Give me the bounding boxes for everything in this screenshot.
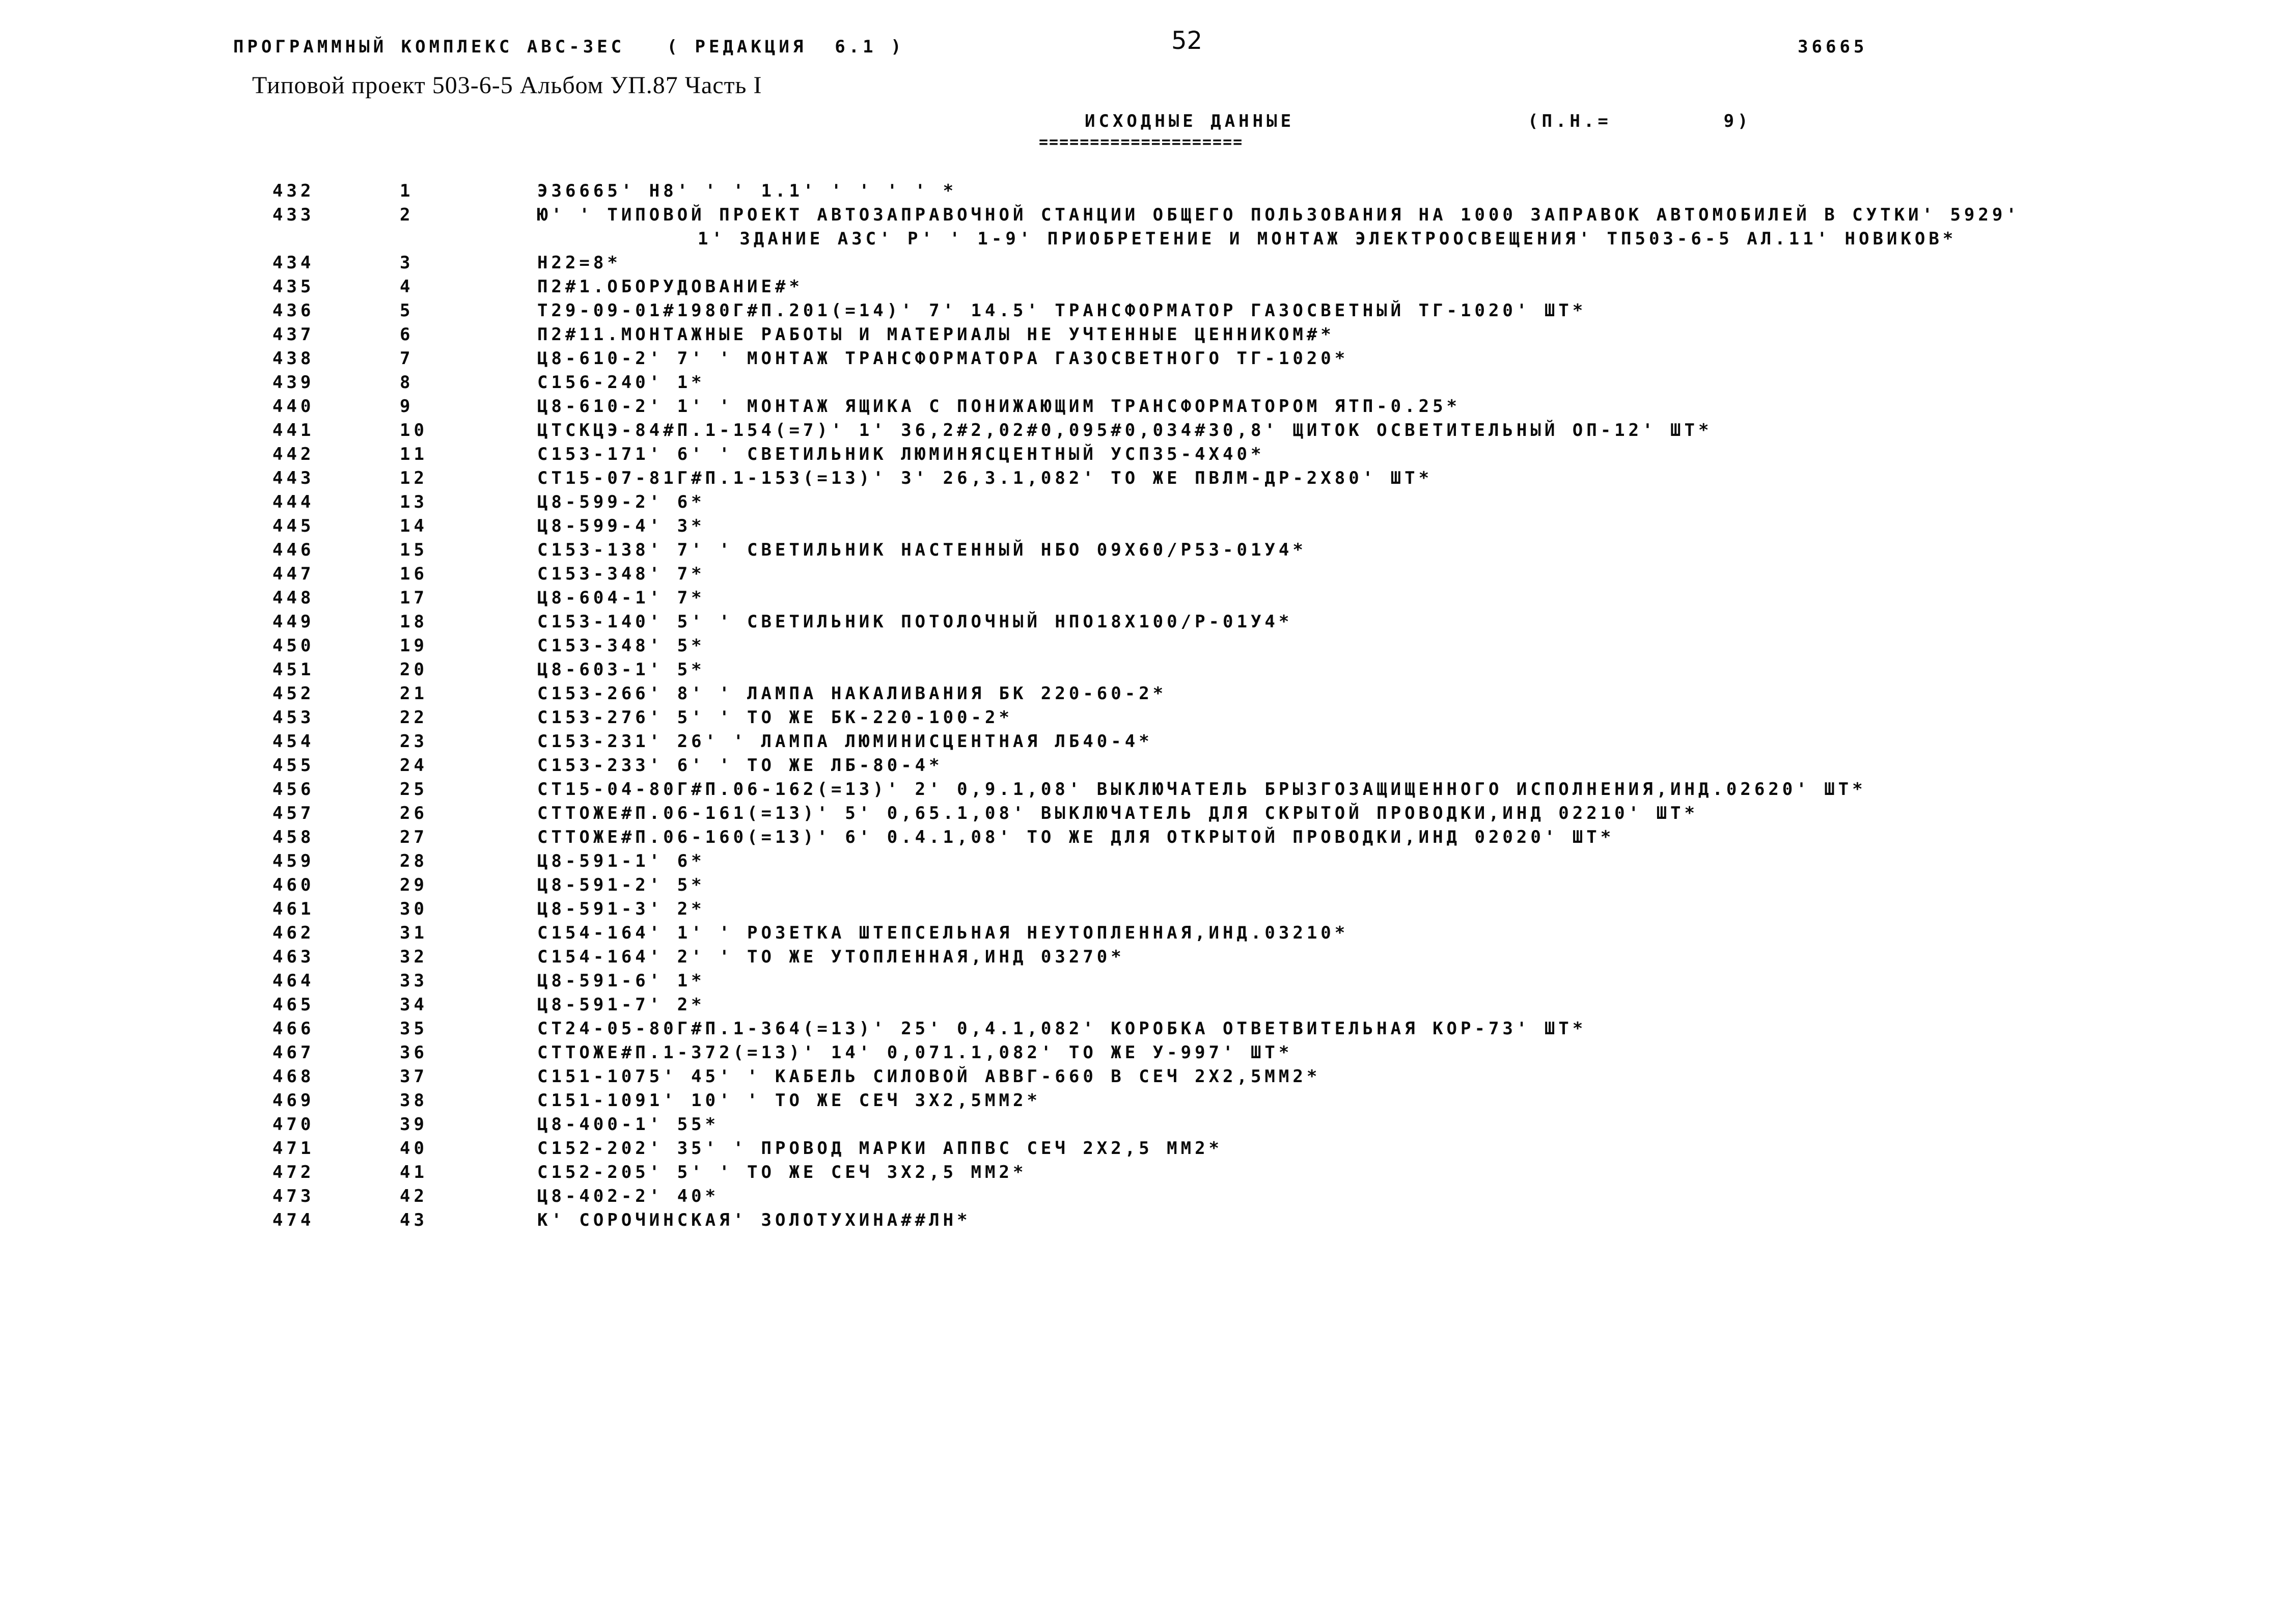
sequence-number: 5 (400, 300, 414, 321)
sequence-number: 8 (400, 372, 414, 393)
sequence-number: 41 (400, 1162, 428, 1182)
record-text: Ц8-591-6' 1* (537, 971, 705, 991)
sequence-number: 9 (400, 396, 414, 417)
record-text: С154-164' 2' ' ТО ЖЕ УТОПЛЕННАЯ,ИНД 03270* (537, 947, 1125, 967)
listing-row (0, 1113, 2285, 1137)
line-number: 461 (272, 899, 315, 919)
line-number: 451 (272, 659, 315, 680)
sequence-number: 20 (400, 659, 428, 680)
sequence-number: 32 (400, 947, 428, 967)
line-number: 437 (272, 324, 315, 345)
record-text: С151-1091' 10' ' ТО ЖЕ СЕЧ 3Х2,5ММ2* (537, 1090, 1041, 1111)
sequence-number: 1 (400, 181, 414, 201)
listing-row (0, 347, 2285, 371)
sequence-number: 33 (400, 971, 428, 991)
sequence-number: 29 (400, 875, 428, 895)
line-number: 474 (272, 1210, 315, 1230)
sequence-number: 17 (400, 588, 428, 608)
listing-row (0, 562, 2285, 586)
listing-row (0, 586, 2285, 610)
line-number: 458 (272, 827, 315, 847)
page-number: 52 (1171, 26, 1203, 55)
listing-row (0, 873, 2285, 897)
data-listing (0, 179, 2285, 1232)
record-text: П2#11.МОНТАЖНЫЕ РАБОТЫ И МАТЕРИАЛЫ НЕ УЧТЕННЫЕ ЦЕННИКОМ#* (537, 324, 1335, 345)
listing-row (0, 419, 2285, 443)
line-number: 435 (272, 277, 315, 297)
record-text: П2#1.ОБОРУДОВАНИЕ#* (537, 277, 803, 297)
line-number: 452 (272, 683, 315, 704)
line-number: 454 (272, 731, 315, 752)
line-number: 446 (272, 540, 315, 560)
document-number: 36665 (1798, 37, 1868, 57)
line-number: 464 (272, 971, 315, 991)
listing-row (0, 466, 2285, 490)
line-number: 453 (272, 707, 315, 728)
line-number: 466 (272, 1019, 315, 1039)
record-text: С152-205' 5' ' ТО ЖЕ СЕЧ 3Х2,5 ММ2* (537, 1162, 1027, 1182)
line-number: 473 (272, 1186, 315, 1206)
listing-row (0, 1089, 2285, 1113)
sequence-number: 15 (400, 540, 428, 560)
record-text: С154-164' 1' ' РОЗЕТКА ШТЕПСЕЛЬНАЯ НЕУТОПЛЕННАЯ,ИНД.03210* (537, 923, 1349, 943)
listing-row (0, 610, 2285, 634)
sequence-number: 35 (400, 1019, 428, 1039)
listing-row (0, 1041, 2285, 1065)
sequence-number: 16 (400, 564, 428, 584)
record-text: Ц8-599-4' 3* (537, 516, 705, 536)
sequence-number: 14 (400, 516, 428, 536)
sequence-number: 28 (400, 851, 428, 871)
line-number: 448 (272, 588, 315, 608)
sequence-number: 21 (400, 683, 428, 704)
listing-row (0, 179, 2285, 203)
listing-row (0, 658, 2285, 682)
line-number: 455 (272, 755, 315, 776)
record-text: Ц8-603-1' 5* (537, 659, 705, 680)
record-text: Ц8-599-2' 6* (537, 492, 705, 512)
record-text: С153-231' 26' ' ЛАМПА ЛЮМИНИСЦЕНТНАЯ ЛБ40-4* (537, 731, 1153, 752)
listing-row (0, 299, 2285, 323)
listing-row (0, 778, 2285, 802)
record-text: Ц8-402-2' 40* (537, 1186, 720, 1206)
sequence-number: 38 (400, 1090, 428, 1111)
sequence-number: 43 (400, 1210, 428, 1230)
sequence-number: 4 (400, 277, 414, 297)
sequence-number: 6 (400, 324, 414, 345)
listing-row (0, 802, 2285, 825)
line-number: 441 (272, 420, 315, 441)
record-text: К' СОРОЧИНСКАЯ' ЗОЛОТУХИНА##ЛН* (537, 1210, 971, 1230)
line-number: 442 (272, 444, 315, 464)
sequence-number: 2 (400, 205, 414, 225)
record-text: Ц8-610-2' 7' ' МОНТАЖ ТРАНСФОРМАТОРА ГАЗОСВЕТНОГО ТГ-1020* (537, 348, 1349, 369)
listing-row (0, 490, 2285, 514)
sequence-number: 25 (400, 779, 428, 800)
section-title: ИСХОДНЫЕ ДАННЫЕ (1085, 111, 1295, 131)
listing-row (0, 514, 2285, 538)
sequence-number: 10 (400, 420, 428, 441)
listing-row (0, 921, 2285, 945)
sequence-number: 27 (400, 827, 428, 847)
listing-row (0, 275, 2285, 299)
sequence-number: 23 (400, 731, 428, 752)
listing-row (0, 1017, 2285, 1041)
line-number: 463 (272, 947, 315, 967)
listing-row (0, 203, 2285, 251)
record-text: Ц8-591-1' 6* (537, 851, 705, 871)
listing-row (0, 730, 2285, 754)
line-number: 432 (272, 181, 315, 201)
sequence-number: 36 (400, 1042, 428, 1063)
listing-row (0, 538, 2285, 562)
line-number: 439 (272, 372, 315, 393)
line-number: 447 (272, 564, 315, 584)
listing-row (0, 825, 2285, 849)
record-text: Н22=8* (537, 253, 621, 273)
line-number: 433 (272, 205, 315, 225)
line-number: 449 (272, 612, 315, 632)
record-text: С152-202' 35' ' ПРОВОД МАРКИ АППВС СЕЧ 2Х2,5 ММ2* (537, 1138, 1223, 1159)
listing-row (0, 1185, 2285, 1208)
line-number: 470 (272, 1114, 315, 1135)
sequence-number: 3 (400, 253, 414, 273)
line-number: 471 (272, 1138, 315, 1159)
line-number: 436 (272, 300, 315, 321)
listing-row (0, 251, 2285, 275)
record-text: С153-348' 7* (537, 564, 705, 584)
record-text: Э36665' Н8' ' ' 1.1' ' ' ' ' * (537, 181, 957, 201)
listing-row (0, 993, 2285, 1017)
listing-row (0, 1065, 2285, 1089)
sequence-number: 19 (400, 636, 428, 656)
sequence-number: 40 (400, 1138, 428, 1159)
sequence-number: 22 (400, 707, 428, 728)
line-number: 465 (272, 995, 315, 1015)
line-number: 460 (272, 875, 315, 895)
record-text: Ю' ' ТИПОВОЙ ПРОЕКТ АВТОЗАПРАВОЧНОЙ СТАНЦИИ ОБЩЕГО ПОЛЬЗОВАНИЯ НА 1000 ЗАПРАВОК АВТОМОБИЛЕЙ В СУТКИ' 5929' (537, 205, 2020, 225)
line-number: 440 (272, 396, 315, 417)
record-text: Ц8-604-1' 7* (537, 588, 705, 608)
listing-row (0, 897, 2285, 921)
listing-row (0, 323, 2285, 347)
listing-row (0, 1208, 2285, 1232)
listing-row (0, 1161, 2285, 1185)
listing-row (0, 945, 2285, 969)
listing-row (0, 443, 2285, 466)
sequence-number: 30 (400, 899, 428, 919)
record-text: С153-138' 7' ' СВЕТИЛЬНИК НАСТЕННЫЙ НБО 09Х60/Р53-01У4* (537, 540, 1307, 560)
sequence-number: 37 (400, 1066, 428, 1087)
sequence-number: 34 (400, 995, 428, 1015)
record-text: Ц8-591-3' 2* (537, 899, 705, 919)
record-text: С153-233' 6' ' ТО ЖЕ ЛБ-80-4* (537, 755, 943, 776)
record-text: С153-140' 5' ' СВЕТИЛЬНИК ПОТОЛОЧНЫЙ НПО18Х100/Р-01У4* (537, 612, 1293, 632)
listing-row (0, 634, 2285, 658)
sequence-number: 31 (400, 923, 428, 943)
record-text: Ц8-610-2' 1' ' МОНТАЖ ЯЩИКА С ПОНИЖАЮЩИМ ТРАНСФОРМАТОРОМ ЯТП-0.25* (537, 396, 1461, 417)
sequence-number: 12 (400, 468, 428, 488)
line-number: 444 (272, 492, 315, 512)
listing-row (0, 754, 2285, 778)
listing-row (0, 682, 2285, 706)
line-number: 443 (272, 468, 315, 488)
sequence-number: 13 (400, 492, 428, 512)
sequence-number: 26 (400, 803, 428, 823)
record-text: Т29-09-01#1980Г#П.201(=14)' 7' 14.5' ТРАНСФОРМАТОР ГАЗОСВЕТНЫЙ ТГ-1020' ШТ* (537, 300, 1587, 321)
record-text: СТ15-07-81Г#П.1-153(=13)' 3' 26,3.1,082' ТО ЖЕ ПВЛМ-ДР-2Х80' ШТ* (537, 468, 1433, 488)
project-title: Типовой проект 503-6-5 Альбом УП.87 Часть I (252, 72, 762, 99)
program-header: ПРОГРАММНЫЙ КОМПЛЕКС АВС-ЗЕС ( РЕДАКЦИЯ 6.1 ) (233, 37, 905, 57)
record-text: С156-240' 1* (537, 372, 705, 393)
line-number: 457 (272, 803, 315, 823)
listing-row (0, 849, 2285, 873)
line-number: 469 (272, 1090, 315, 1111)
line-number: 434 (272, 253, 315, 273)
pn-label: (П.Н.= 9) (1528, 111, 1752, 131)
record-text: СТ24-05-80Г#П.1-364(=13)' 25' 0,4.1,082' КОРОБКА ОТВЕТВИТЕЛЬНАЯ КОР-73' ШТ* (537, 1019, 1587, 1039)
sequence-number: 24 (400, 755, 428, 776)
sequence-number: 39 (400, 1114, 428, 1135)
line-number: 472 (272, 1162, 315, 1182)
record-text: СТ15-04-80Г#П.06-162(=13)' 2' 0,9.1,08' ВЫКЛЮЧАТЕЛЬ БРЫЗГОЗАЩИЩЕННОГО ИСПОЛНЕНИЯ,ИНД.02620' ШТ* (537, 779, 1866, 800)
listing-row (0, 371, 2285, 395)
record-text: С153-348' 5* (537, 636, 705, 656)
record-text: СТТОЖЕ#П.06-161(=13)' 5' 0,65.1,08' ВЫКЛЮЧАТЕЛЬ ДЛЯ СКРЫТОЙ ПРОВОДКИ,ИНД 02210' ШТ* (537, 803, 1698, 823)
listing-row (0, 706, 2285, 730)
line-number: 462 (272, 923, 315, 943)
listing-row (0, 969, 2285, 993)
line-number: 456 (272, 779, 315, 800)
record-text: С153-266' 8' ' ЛАМПА НАКАЛИВАНИЯ БК 220-60-2* (537, 683, 1167, 704)
record-text: СТТОЖЕ#П.1-372(=13)' 14' 0,071.1,082' ТО ЖЕ У-997' ШТ* (537, 1042, 1293, 1063)
record-text: СТТОЖЕ#П.06-160(=13)' 6' 0.4.1,08' ТО ЖЕ ДЛЯ ОТКРЫТОЙ ПРОВОДКИ,ИНД 02020' ШТ* (537, 827, 1615, 847)
line-number: 468 (272, 1066, 315, 1087)
sequence-number: 42 (400, 1186, 428, 1206)
line-number: 438 (272, 348, 315, 369)
record-text: С153-171' 6' ' СВЕТИЛЬНИК ЛЮМИНЯСЦЕНТНЫЙ УСП35-4Х40* (537, 444, 1265, 464)
listing-row (0, 1137, 2285, 1161)
line-number: 450 (272, 636, 315, 656)
section-underline: ==================== (1039, 133, 1244, 151)
line-number: 445 (272, 516, 315, 536)
record-text: ЦТСКЦЭ-84#П.1-154(=7)' 1' 36,2#2,02#0,095#0,034#30,8' ЩИТОК ОСВЕТИТЕЛЬНЫЙ ОП-12' ШТ* (537, 420, 1713, 441)
record-text: Ц8-400-1' 55* (537, 1114, 720, 1135)
record-text: Ц8-591-7' 2* (537, 995, 705, 1015)
line-number: 459 (272, 851, 315, 871)
record-text: С151-1075' 45' ' КАБЕЛЬ СИЛОВОЙ АВВГ-660 В СЕЧ 2Х2,5ММ2* (537, 1066, 1321, 1087)
record-continuation: 1' ЗДАНИЕ АЗС' Р' ' 1-9' ПРИОБРЕТЕНИЕ И МОНТАЖ ЭЛЕКТРООСВЕЩЕНИЯ' ТП503-6-5 АЛ.11' НОВИКОВ* (698, 229, 1957, 249)
record-text: С153-276' 5' ' ТО ЖЕ БК-220-100-2* (537, 707, 1013, 728)
listing-row (0, 395, 2285, 419)
record-text: Ц8-591-2' 5* (537, 875, 705, 895)
line-number: 467 (272, 1042, 315, 1063)
sequence-number: 11 (400, 444, 428, 464)
sequence-number: 7 (400, 348, 414, 369)
sequence-number: 18 (400, 612, 428, 632)
